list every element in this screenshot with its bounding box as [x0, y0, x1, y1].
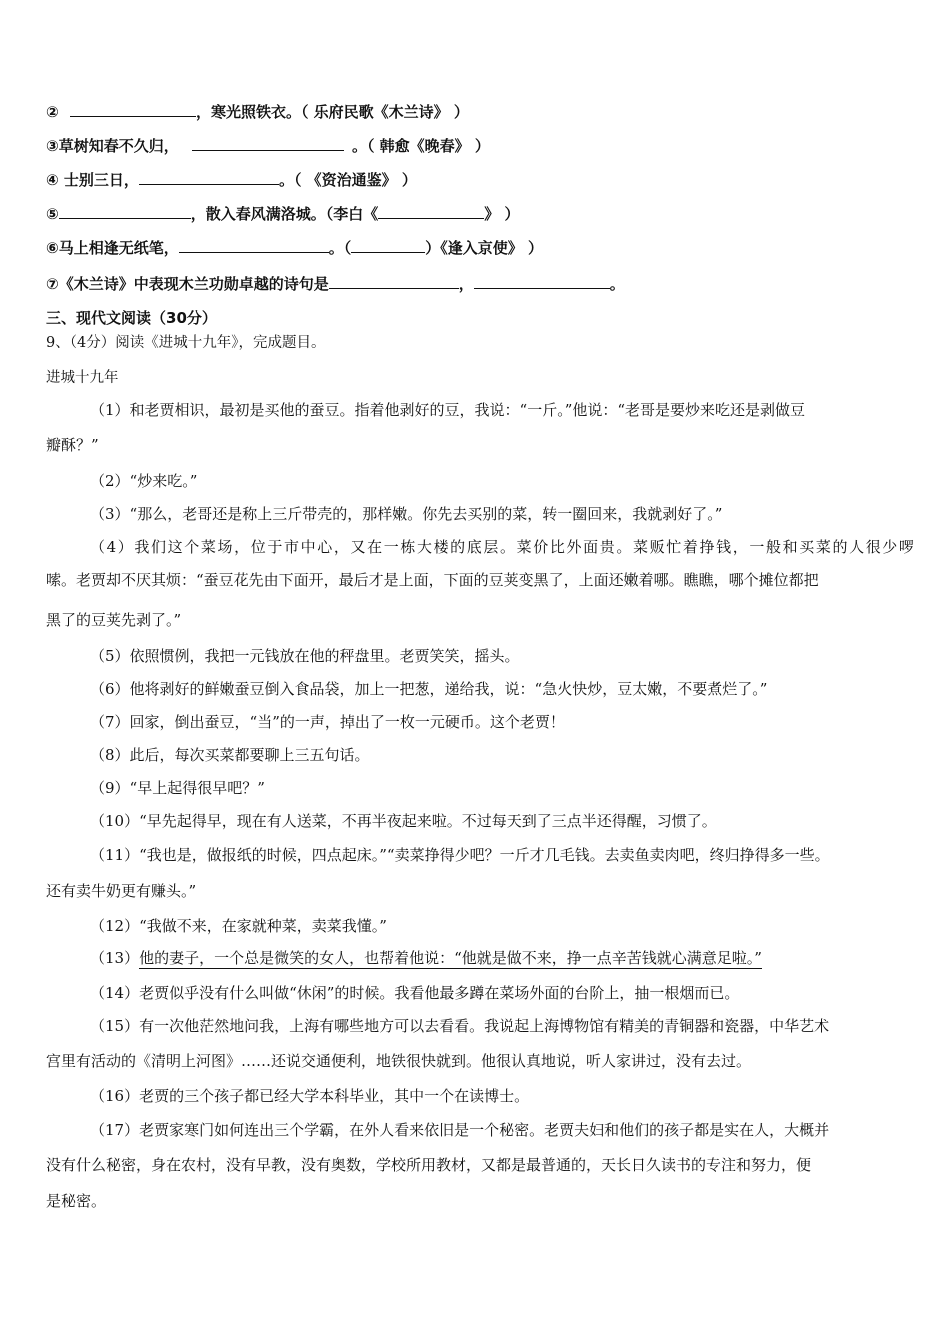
paragraph-16: （16）老贾的三个孩子都已经大学本科毕业，其中一个在读博士。	[90, 1087, 530, 1105]
poem-line-3	[46, 135, 490, 156]
paragraph-17-line: 没有什么秘密，身在农村，没有早教，没有奥数，学校所用教材，又都是最普通的，天长日久读书的专注和努力，便	[46, 1156, 812, 1174]
question-prompt: 9、（4分）阅读《进城十九年》，完成题目。	[46, 335, 326, 351]
poem-text: ⑥马上相逢无纸笔，	[46, 239, 179, 257]
paragraph-4-line: 黑了的豆荚先剥了。”	[46, 611, 182, 629]
underlined-sentence: 他的妻子，一个总是微笑的女人，也帮着他说：“他就是做不来，挣一点辛苦钱就心满意足啦。”	[139, 949, 762, 967]
answer-blank[interactable]	[329, 274, 459, 289]
paragraph-15-line: （15）有一次他茫然地问我，上海有哪些地方可以去看看。我说起上海博物馆有精美的青铜器和瓷器，中华艺术	[90, 1017, 830, 1035]
poem-text: 。（ 《资治通鉴》 ）	[278, 171, 417, 189]
answer-blank[interactable]	[70, 102, 196, 117]
article-title: 进城十九年	[46, 370, 119, 386]
poem-line-7	[46, 273, 625, 294]
answer-blank[interactable]	[351, 238, 425, 253]
poem-text: ，	[458, 275, 474, 293]
poem-text: ⑦《木兰诗》中表现木兰功勋卓越的诗句是	[46, 275, 329, 293]
paragraph-17-line: （17）老贾家寒门如何连出三个学霸，在外人看来依旧是一个秘密。老贾夫妇和他们的孩子都是实在人，大概并	[90, 1121, 830, 1139]
poem-text: 》 ）	[484, 205, 520, 223]
section-title: 三、现代文阅读（30分）	[46, 309, 217, 327]
poem-line-4	[46, 169, 417, 190]
paragraph-14: （14）老贾似乎没有什么叫做“休闲”的时候。我看他最多蹲在菜场外面的台阶上，抽一根烟而已。	[90, 984, 740, 1002]
paragraph-9: （9）“早上起得很早吧？”	[90, 779, 265, 797]
paragraph-10: （10）“早先起得早，现在有人送菜，不再半夜起来啦。不过每天到了三点半还得醒，习惯了。	[90, 812, 717, 830]
poem-line-6	[46, 237, 543, 258]
answer-blank[interactable]	[59, 204, 191, 219]
paragraph-7: （7）回家，倒出蚕豆，“当”的一声，掉出了一枚一元硬币。这个老贾！	[90, 713, 565, 731]
poem-line-2	[46, 101, 469, 122]
paragraph-8: （8）此后，每次买菜都要聊上三五句话。	[90, 746, 370, 764]
poem-text: 。（ 韩愈《晚春》 ）	[351, 137, 490, 155]
paragraph-6: （6）他将剥好的鲜嫩蚕豆倒入食品袋，加上一把葱，递给我，说：“急火快炒，豆太嫩，不要煮烂了。”	[90, 680, 768, 698]
paragraph-5: （5）依照惯例，我把一元钱放在他的秤盘里。老贾笑笑，摇头。	[90, 647, 520, 665]
paragraph-number: （13）	[90, 949, 140, 967]
answer-blank[interactable]	[192, 136, 344, 151]
paragraph-1-line: （1）和老贾相识，最初是买他的蚕豆。指着他剥好的豆，我说：“一斤。”他说：“老哥是要炒来吃还是剥做豆	[90, 401, 806, 419]
poem-text: 。（	[328, 239, 352, 257]
paragraph-4-line: （4）我们这个菜场，位于市中心，又在一栋大楼的底层。菜价比外面贵。菜贩忙着挣钱，一般和买菜的人很少啰	[90, 538, 916, 556]
paragraph-11-line: 还有卖牛奶更有赚头。”	[46, 882, 197, 900]
paragraph-2: （2）“炒来吃。”	[90, 472, 198, 490]
answer-blank[interactable]	[474, 274, 610, 289]
poem-text: ，寒光照铁衣。（ 乐府民歌《木兰诗》 ）	[195, 103, 469, 121]
poem-line-5	[46, 203, 519, 224]
answer-blank[interactable]	[378, 204, 484, 219]
answer-blank[interactable]	[179, 238, 329, 253]
paragraph-1-line: 瓣酥？”	[46, 436, 99, 454]
paragraph-12: （12）“我做不来，在家就种菜，卖菜我懂。”	[90, 917, 387, 935]
paragraph-3: （3）“那么，老哥还是称上三斤带壳的，那样嫩。你先去买别的菜，转一圈回来，我就剥好了。”	[90, 505, 723, 523]
poem-text: ④ 士别三日，	[46, 171, 139, 189]
item-number: ⑤	[46, 205, 59, 223]
paragraph-13	[90, 947, 762, 968]
poem-text: ③草树知春不久归，	[46, 137, 179, 155]
item-number: ②	[46, 103, 59, 121]
paragraph-11-line: （11）“我也是，做报纸的时候，四点起床。”“卖菜挣得少吧？一斤才几毛钱。去卖鱼卖肉吧，终归挣得多一些。	[90, 846, 830, 864]
poem-text: ）《逢入京使》 ）	[425, 239, 543, 257]
paragraph-17-line: 是秘密。	[46, 1192, 107, 1210]
poem-text: 。	[609, 275, 625, 293]
paragraph-15-line: 宫里有活动的《清明上河图》……还说交通便利，地铁很快就到。他很认真地说，听人家讲过，没有去过。	[46, 1052, 752, 1070]
poem-text: ，散入春风满洛城。（李白《	[190, 205, 379, 223]
paragraph-4-line: 嗦。老贾却不厌其烦：“蚕豆花先由下面开，最后才是上面，下面的豆荚变黑了，上面还嫩着哪。瞧瞧，哪个摊位都把	[46, 571, 819, 589]
answer-blank[interactable]	[139, 170, 279, 185]
